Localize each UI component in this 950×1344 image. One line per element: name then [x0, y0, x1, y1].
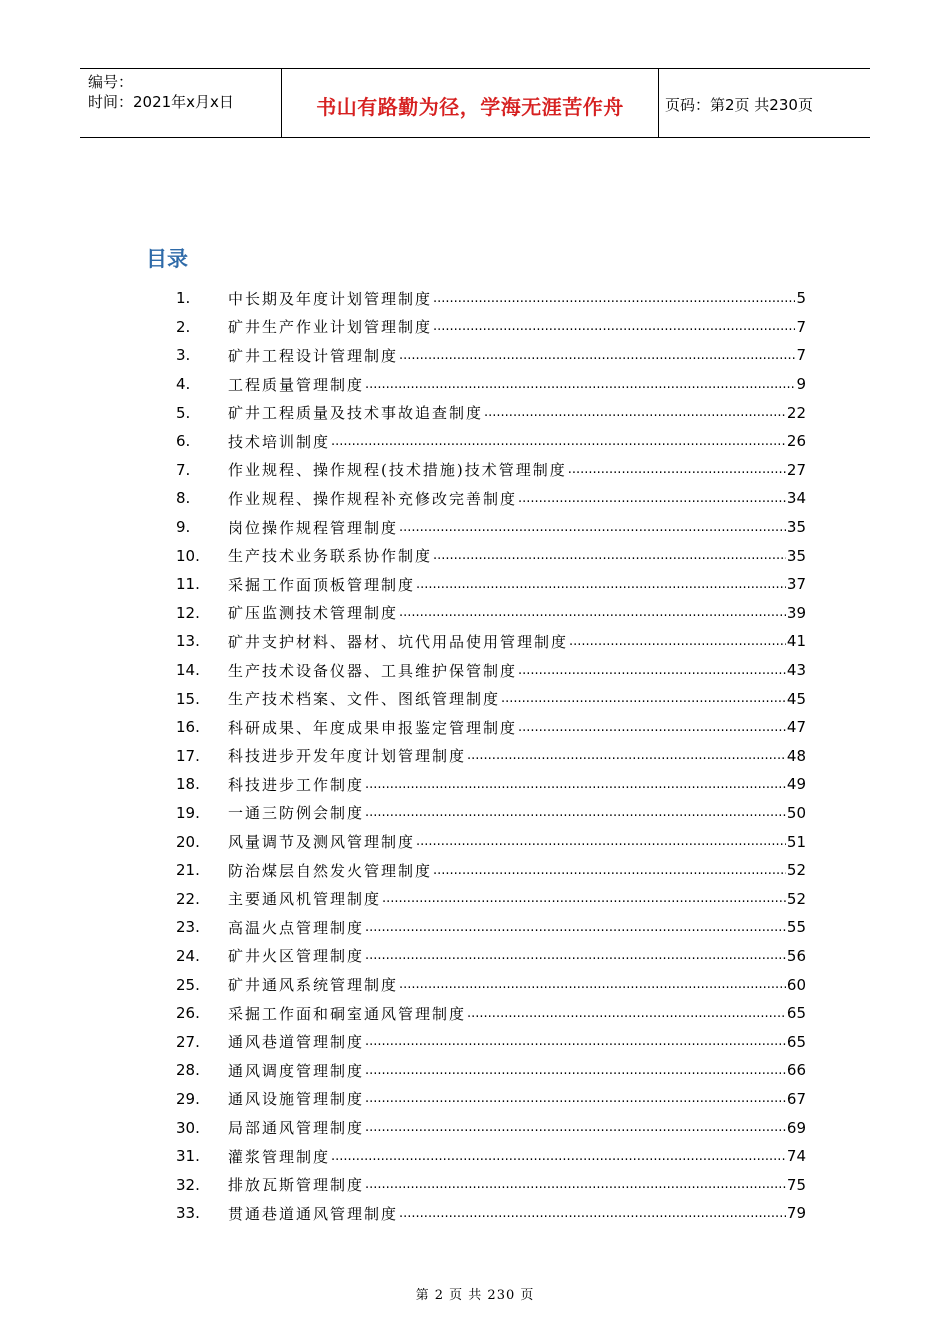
toc-entry-label: 生产技术档案、文件、图纸管理制度	[228, 690, 501, 709]
toc-entry-page: 75	[786, 1175, 806, 1194]
toc-entry-label: 通风设施管理制度	[228, 1090, 365, 1109]
toc-entry-number: 2.	[176, 317, 191, 336]
toc-entry-number: 13.	[176, 632, 200, 651]
toc-entry-number: 29.	[176, 1089, 200, 1108]
toc-leader-dots	[501, 691, 786, 706]
toc-leader-dots	[433, 319, 795, 334]
toc-entry-page: 79	[786, 1204, 806, 1223]
toc-entry-number: 7.	[176, 460, 191, 479]
toc-entry-page: 9	[796, 375, 806, 394]
toc-entry-label: 工程质量管理制度	[228, 375, 365, 394]
toc-leader-dots	[382, 891, 786, 906]
toc-entry-number: 21.	[176, 861, 200, 880]
toc-entry-page: 5	[796, 289, 806, 308]
toc-entry-label: 科技进步工作制度	[228, 775, 365, 794]
toc-entry-number: 23.	[176, 918, 200, 937]
toc-entry[interactable]	[176, 513, 806, 542]
toc-leader-dots	[569, 634, 786, 649]
toc-entry[interactable]	[176, 656, 806, 685]
toc-leader-dots	[568, 462, 786, 477]
toc-leader-dots	[331, 434, 786, 449]
toc-leader-dots	[365, 1177, 786, 1192]
toc-leader-dots	[518, 491, 786, 506]
toc-entry-page: 35	[786, 518, 806, 537]
time-label: 时间：2021年x月x日	[88, 93, 234, 111]
toc-entry-number: 11.	[176, 575, 200, 594]
toc-entry-label: 科技进步开发年度计划管理制度	[228, 747, 467, 766]
toc-entry-page: 55	[786, 918, 806, 937]
toc-entry-label: 局部通风管理制度	[228, 1119, 365, 1138]
toc-entry-number: 22.	[176, 889, 200, 908]
toc-entry-number: 32.	[176, 1175, 200, 1194]
toc-entry-number: 16.	[176, 718, 200, 737]
toc-entry[interactable]	[176, 370, 806, 399]
toc-entry-number: 19.	[176, 803, 200, 822]
toc-entry[interactable]	[176, 799, 806, 828]
toc-leader-dots	[399, 348, 795, 363]
toc-entry-label: 作业规程、操作规程(技术措施)技术管理制度	[228, 461, 567, 480]
toc-leader-dots	[365, 1063, 786, 1078]
toc-leader-dots	[416, 834, 786, 849]
toc-leader-dots	[331, 1149, 786, 1164]
header-page-info: 页码：第2页 共230页	[665, 95, 813, 114]
toc-entry-label: 矿井通风系统管理制度	[228, 976, 399, 995]
toc-entry-page: 39	[786, 603, 806, 622]
toc-entry-label: 防治煤层自然发火管理制度	[228, 861, 433, 880]
toc-leader-dots	[365, 805, 786, 820]
toc-entry-number: 31.	[176, 1147, 200, 1166]
toc-entry-page: 49	[786, 775, 806, 794]
toc-entry[interactable]	[176, 742, 806, 771]
toc-entry-label: 风量调节及测风管理制度	[228, 833, 416, 852]
toc-leader-dots	[365, 920, 786, 935]
toc-entry[interactable]	[176, 484, 806, 513]
toc-entry[interactable]	[176, 1085, 806, 1114]
toc-entry-number: 25.	[176, 975, 200, 994]
toc-entry-page: 41	[786, 632, 806, 651]
toc-leader-dots	[365, 1034, 786, 1049]
serial-label: 编号：	[88, 73, 134, 91]
toc-leader-dots	[518, 663, 786, 678]
toc-list	[176, 284, 806, 1228]
toc-entry-number: 18.	[176, 775, 200, 794]
toc-entry-page: 45	[786, 689, 806, 708]
toc-entry-label: 科研成果、年度成果申报鉴定管理制度	[228, 718, 518, 737]
toc-entry-number: 1.	[176, 289, 191, 308]
toc-leader-dots	[416, 577, 786, 592]
toc-entry-page: 22	[786, 403, 806, 422]
toc-entry-label: 矿井支护材料、器材、坑代用品使用管理制度	[228, 632, 569, 651]
toc-entry[interactable]	[176, 1027, 806, 1056]
toc-entry-page: 56	[786, 946, 806, 965]
toc-entry-page: 65	[786, 1032, 806, 1051]
toc-leader-dots	[365, 777, 786, 792]
toc-leader-dots	[433, 291, 795, 306]
toc-leader-dots	[399, 1206, 786, 1221]
toc-entry-label: 矿井工程设计管理制度	[228, 346, 399, 365]
toc-entry[interactable]	[176, 1170, 806, 1199]
toc-entry-number: 17.	[176, 746, 200, 765]
toc-entry-label: 通风调度管理制度	[228, 1061, 365, 1080]
toc-entry-page: 43	[786, 661, 806, 680]
toc-leader-dots	[365, 1120, 786, 1135]
toc-entry-page: 50	[786, 803, 806, 822]
toc-leader-dots	[399, 977, 786, 992]
toc-entry-number: 6.	[176, 432, 191, 451]
toc-entry-label: 贯通巷道通风管理制度	[228, 1204, 399, 1223]
toc-entry-page: 48	[786, 746, 806, 765]
toc-entry-label: 技术培训制度	[228, 432, 331, 451]
toc-leader-dots	[365, 948, 786, 963]
toc-entry[interactable]	[176, 713, 806, 742]
toc-entry-label: 高温火点管理制度	[228, 918, 365, 937]
toc-entry-label: 采掘工作面和硐室通风管理制度	[228, 1004, 467, 1023]
toc-entry[interactable]	[176, 856, 806, 885]
toc-entry-label: 生产技术业务联系协作制度	[228, 547, 433, 566]
toc-entry-label: 矿井工程质量及技术事故追查制度	[228, 404, 484, 423]
toc-leader-dots	[484, 405, 786, 420]
toc-entry-number: 26.	[176, 1004, 200, 1023]
toc-entry[interactable]	[176, 570, 806, 599]
toc-entry-number: 12.	[176, 603, 200, 622]
toc-entry[interactable]	[176, 341, 806, 370]
toc-entry-label: 灌浆管理制度	[228, 1147, 331, 1166]
toc-entry-number: 15.	[176, 689, 200, 708]
toc-title: 目录	[146, 247, 188, 271]
toc-entry[interactable]	[176, 1142, 806, 1171]
toc-entry[interactable]	[176, 1199, 806, 1228]
page-header	[80, 68, 870, 138]
toc-entry[interactable]	[176, 827, 806, 856]
toc-entry-number: 10.	[176, 546, 200, 565]
toc-entry-page: 27	[786, 460, 806, 479]
toc-entry[interactable]	[176, 942, 806, 971]
toc-entry-page: 74	[786, 1147, 806, 1166]
toc-entry-number: 5.	[176, 403, 191, 422]
toc-entry-number: 14.	[176, 661, 200, 680]
toc-entry-page: 51	[786, 832, 806, 851]
toc-entry[interactable]	[176, 884, 806, 913]
toc-entry[interactable]	[176, 999, 806, 1028]
toc-entry-number: 20.	[176, 832, 200, 851]
toc-entry-label: 作业规程、操作规程补充修改完善制度	[228, 489, 518, 508]
toc-leader-dots	[365, 1091, 786, 1106]
toc-entry-label: 矿井生产作业计划管理制度	[228, 318, 433, 337]
toc-entry[interactable]	[176, 1056, 806, 1085]
toc-entry-label: 主要通风机管理制度	[228, 890, 382, 909]
toc-entry[interactable]	[176, 770, 806, 799]
toc-entry-label: 一通三防例会制度	[228, 804, 365, 823]
toc-entry[interactable]	[176, 627, 806, 656]
toc-entry-page: 7	[796, 317, 806, 336]
toc-entry-number: 3.	[176, 346, 191, 365]
toc-leader-dots	[467, 1006, 786, 1021]
toc-entry[interactable]	[176, 913, 806, 942]
header-meta	[80, 69, 282, 137]
toc-leader-dots	[399, 520, 786, 535]
toc-entry[interactable]	[176, 313, 806, 342]
toc-entry-page: 52	[786, 861, 806, 880]
toc-entry-label: 矿井火区管理制度	[228, 947, 365, 966]
toc-entry-number: 30.	[176, 1118, 200, 1137]
toc-entry-page: 66	[786, 1061, 806, 1080]
toc-entry-number: 24.	[176, 946, 200, 965]
toc-entry-page: 52	[786, 889, 806, 908]
toc-entry[interactable]	[176, 599, 806, 628]
toc-entry-number: 28.	[176, 1061, 200, 1080]
page-footer: 第 2 页 共 230 页	[415, 1288, 535, 1303]
toc-leader-dots	[467, 748, 786, 763]
toc-leader-dots	[399, 605, 786, 620]
toc-entry-number: 33.	[176, 1204, 200, 1223]
toc-entry-label: 矿压监测技术管理制度	[228, 604, 399, 623]
toc-entry-label: 中长期及年度计划管理制度	[228, 289, 433, 308]
toc-entry[interactable]	[176, 284, 806, 313]
toc-entry[interactable]	[176, 970, 806, 999]
header-motto: 书山有路勤为径，学海无涯苦作舟	[282, 69, 659, 137]
toc-entry-number: 9.	[176, 518, 191, 537]
toc-entry-number: 4.	[176, 375, 191, 394]
toc-leader-dots	[433, 863, 786, 878]
toc-entry-label: 通风巷道管理制度	[228, 1033, 365, 1052]
toc-entry-page: 47	[786, 718, 806, 737]
toc-entry-page: 67	[786, 1089, 806, 1108]
toc-entry-page: 69	[786, 1118, 806, 1137]
toc-leader-dots	[433, 548, 786, 563]
toc-entry-page: 35	[786, 546, 806, 565]
toc-entry-page: 65	[786, 1004, 806, 1023]
toc-entry-page: 37	[786, 575, 806, 594]
toc-entry[interactable]	[176, 398, 806, 427]
toc-entry-page: 34	[786, 489, 806, 508]
toc-entry[interactable]	[176, 456, 806, 485]
toc-entry[interactable]	[176, 684, 806, 713]
toc-entry[interactable]	[176, 1113, 806, 1142]
toc-entry-page: 26	[786, 432, 806, 451]
toc-entry-number: 8.	[176, 489, 191, 508]
toc-entry-page: 60	[786, 975, 806, 994]
toc-entry[interactable]	[176, 427, 806, 456]
toc-entry[interactable]	[176, 541, 806, 570]
toc-entry-label: 采掘工作面顶板管理制度	[228, 575, 416, 594]
toc-entry-number: 27.	[176, 1032, 200, 1051]
toc-entry-label: 生产技术设备仪器、工具维护保管制度	[228, 661, 518, 680]
toc-entry-page: 7	[796, 346, 806, 365]
toc-entry-label: 岗位操作规程管理制度	[228, 518, 399, 537]
toc-entry-label: 排放瓦斯管理制度	[228, 1176, 365, 1195]
toc-leader-dots	[518, 720, 786, 735]
toc-leader-dots	[365, 377, 795, 392]
